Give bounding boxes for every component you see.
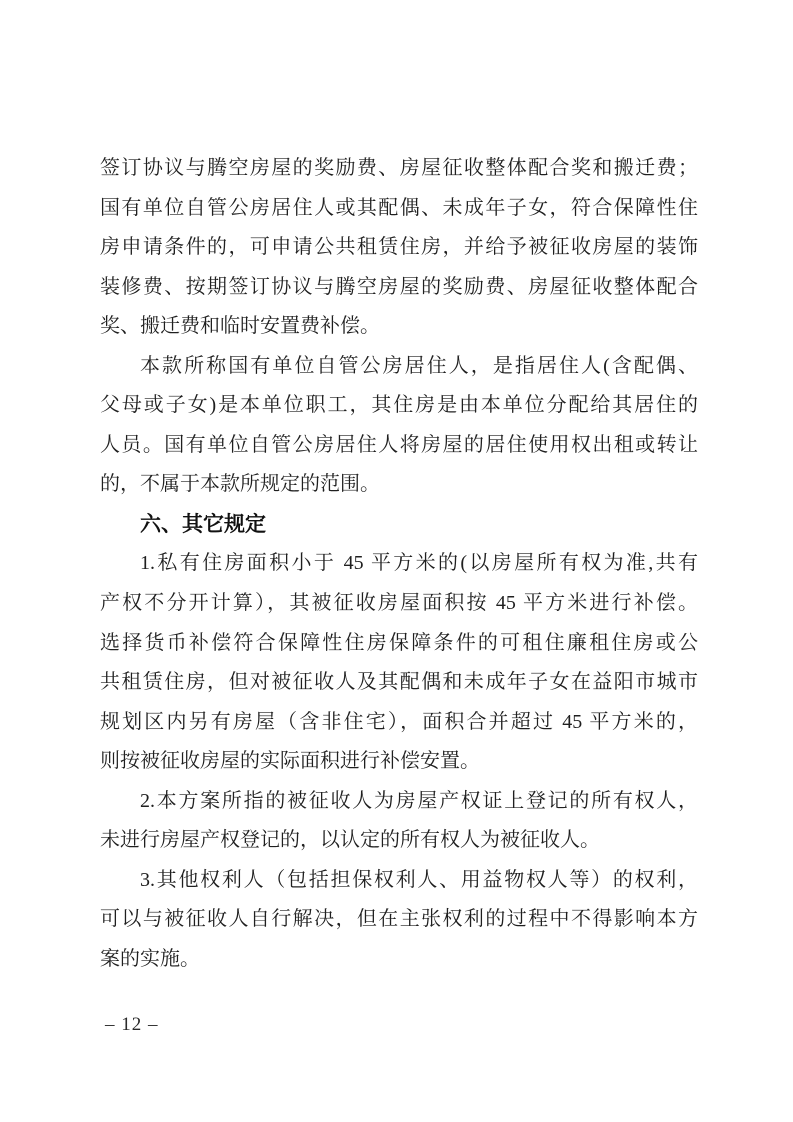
text-line: 签订协议与腾空房屋的奖励费、房屋征收整体配合奖和搬迁费； bbox=[100, 157, 698, 179]
text-line: 选择货币补偿符合保障性住房保障条件的可租住廉租住房或公 bbox=[100, 631, 698, 654]
text-line: 共租赁住房，但对被征收人及其配偶和未成年子女在益阳市城市 bbox=[100, 671, 698, 694]
text-line: 规划区内另有房屋（含非住宅），面积合并超过 45 平方米的， bbox=[100, 710, 698, 733]
text-line: 则按被征收房屋的实际面积进行补偿安置。 bbox=[100, 750, 480, 773]
page-number: – 12 – bbox=[105, 1014, 159, 1035]
text-line: 2.本方案所指的被征收人为房屋产权证上登记的所有权人， bbox=[140, 789, 698, 812]
text-line: 父母或子女)是本单位职工，其住房是由本单位分配给其居住的 bbox=[100, 394, 698, 417]
text-line: 人员。国有单位自管公房居住人将房屋的居住使用权出租或转让 bbox=[100, 433, 698, 456]
text-line: 未进行房屋产权登记的，以认定的所有权人为被征收人。 bbox=[100, 829, 600, 852]
text-line: 可以与被征收人自行解决，但在主张权利的过程中不得影响本方 bbox=[100, 908, 698, 931]
text-line: 装修费、按期签订协议与腾空房屋的奖励费、房屋征收整体配合 bbox=[100, 275, 698, 298]
text-line: 房申请条件的，可申请公共租赁住房，并给予被征收房屋的装饰 bbox=[100, 236, 698, 259]
text-line: 案的实施。 bbox=[100, 947, 200, 970]
text-line: 奖、搬迁费和临时安置费补偿。 bbox=[100, 315, 380, 338]
text-line: 国有单位自管公房居住人或其配偶、未成年子女，符合保障性住 bbox=[100, 196, 698, 219]
document-body bbox=[100, 149, 698, 979]
section-heading: 六、其它规定 bbox=[140, 512, 266, 536]
text-line: 的，不属于本款所规定的范围。 bbox=[100, 473, 380, 496]
text-line: 产权不分开计算），其被征收房屋面积按 45 平方米进行补偿。 bbox=[100, 592, 698, 615]
text-line: 3.其他权利人（包括担保权利人、用益物权人等）的权利， bbox=[140, 868, 698, 891]
text-line: 本款所称国有单位自管公房居住人，是指居住人(含配偶、 bbox=[140, 354, 698, 377]
text-line: 1.私有住房面积小于 45 平方米的(以房屋所有权为准,共有 bbox=[140, 552, 698, 575]
